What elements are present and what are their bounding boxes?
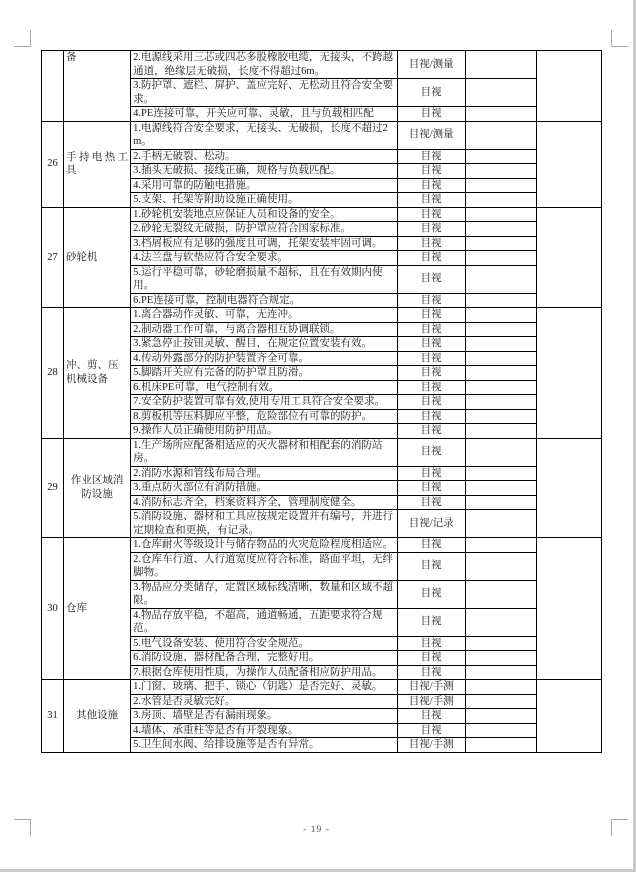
item-text-cell: 4.墙体、承重柱等是否有开裂现象。 [131, 723, 397, 738]
check-result-cell [465, 79, 536, 107]
item-text-cell: 8.剪板机等压料脚应平整，危险部位有可靠的防护。 [131, 409, 397, 424]
check-result-cell [465, 409, 536, 424]
check-result-cell [465, 723, 536, 738]
method-cell: 目视/测量 [397, 51, 465, 79]
row-number-cell: 26 [42, 121, 64, 207]
item-text-cell: 2.水管是否灵敏完好。 [131, 694, 397, 709]
method-cell: 目视 [397, 438, 465, 466]
method-cell: 目视 [397, 409, 465, 424]
method-cell: 目视 [397, 424, 465, 439]
method-cell: 目视 [397, 107, 465, 122]
item-text-cell: 3.防护罩、遮栏、屏护、盖应完好、无松动且符合安全要求。 [131, 79, 397, 107]
row-number-cell [42, 51, 64, 122]
method-cell: 目视 [397, 178, 465, 193]
check-result-cell [465, 121, 536, 149]
check-result-cell [465, 251, 536, 266]
check-result-cell [465, 438, 536, 466]
check-result-cell [465, 236, 536, 251]
item-text-cell: 2.消防水源和管线布局合理。 [131, 466, 397, 481]
item-text-cell: 4.采用可靠的防触电措施。 [131, 178, 397, 193]
check-result-cell [465, 694, 536, 709]
row-number-cell: 30 [42, 538, 64, 680]
item-text-cell: 5.电气设备安装、使用符合安全规范。 [131, 636, 397, 651]
item-text-cell: 4.PE连接可靠，开关应可靠、灵敏，且与负载相匹配 [131, 107, 397, 122]
method-cell: 目视 [397, 366, 465, 381]
inspection-checklist-table-wrap [41, 50, 602, 753]
page-number: - 19 - [303, 825, 330, 835]
check-result-cell [465, 580, 536, 608]
check-result-cell [465, 424, 536, 439]
method-cell: 目视 [397, 293, 465, 308]
remark-cell [536, 308, 601, 439]
method-cell: 目视 [397, 308, 465, 323]
item-text-cell: 5.脚踏开关应有完备的防护罩且防滑。 [131, 366, 397, 381]
check-result-cell [465, 107, 536, 122]
method-cell: 目视 [397, 709, 465, 724]
check-result-cell [465, 380, 536, 395]
item-text-cell: 6.消防设施、器材配备合理，完整好用。 [131, 651, 397, 666]
method-cell: 目视 [397, 380, 465, 395]
check-result-cell [465, 164, 536, 179]
method-cell: 目视 [397, 251, 465, 266]
item-text-cell: 2.电源线采用三芯或四芯多股橡胶电缆，无接头，不跨越通道，绝缘层无破损，长度不得超过6m。 [131, 51, 397, 79]
method-cell: 目视 [397, 207, 465, 222]
item-text-cell: 6.机床PE可靠，电气控制有效。 [131, 380, 397, 395]
inspection-checklist-table [41, 50, 602, 753]
method-cell: 目视 [397, 265, 465, 293]
item-text-cell: 1.砂轮机安装地点应保证人员和设备的安全。 [131, 207, 397, 222]
item-text-cell: 3.插头无破损、接线正确，规格与负载匹配。 [131, 164, 397, 179]
text-boundary-mark-top-right [611, 30, 628, 47]
method-cell: 目视 [397, 322, 465, 337]
check-result-cell [465, 680, 536, 695]
item-text-cell: 1.门窗、玻璃、把手、锁心（钥匙）是否完好、灵敏。 [131, 680, 397, 695]
item-text-cell: 1.仓库耐火等级设计与储存物品的火灾危险程度相适应。 [131, 538, 397, 553]
item-text-cell: 7.安全防护装置可靠有效,使用专用工具符合安全要求。 [131, 395, 397, 410]
item-text-cell: 2.仓库车行道、人行道宽度应符合标准，路面平坦，无绊脚物。 [131, 552, 397, 580]
method-cell: 目视 [397, 608, 465, 636]
table-row [42, 538, 602, 553]
table-row [42, 308, 602, 323]
check-result-cell [465, 51, 536, 79]
item-text-cell: 3.紧急停止按钮灵敏、醒目，在规定位置安装有效。 [131, 337, 397, 352]
check-result-cell [465, 351, 536, 366]
table-row [42, 438, 602, 466]
check-result-cell [465, 636, 536, 651]
method-cell: 目视 [397, 79, 465, 107]
method-cell: 目视/测量 [397, 121, 465, 149]
check-result-cell [465, 738, 536, 753]
method-cell: 目视 [397, 236, 465, 251]
remark-cell [536, 51, 601, 122]
item-text-cell: 4.物品存放平稳，不超高，通道畅通，五距要求符合规范。 [131, 608, 397, 636]
category-cell: 砂轮机 [64, 207, 131, 308]
method-cell: 目视 [397, 193, 465, 208]
check-result-cell [465, 366, 536, 381]
check-result-cell [465, 495, 536, 510]
item-text-cell: 7.根据仓库使用性质，为操作人员配备相应防护用品。 [131, 665, 397, 680]
check-result-cell [465, 222, 536, 237]
method-cell: 目视 [397, 222, 465, 237]
item-text-cell: 3.房顶、墙壁是否有漏雨现象。 [131, 709, 397, 724]
category-cell: 手持电热工具 [64, 121, 131, 207]
item-text-cell: 5.消防设施、器材和工具应按规定设置并有编号，并进行定期检查和更换，有记录。 [131, 510, 397, 538]
row-number-cell: 29 [42, 438, 64, 538]
check-result-cell [465, 193, 536, 208]
method-cell: 目视 [397, 164, 465, 179]
table-row [42, 51, 602, 79]
item-text-cell: 3.重点防火部位有消防措施。 [131, 481, 397, 496]
item-text-cell: 3.物品应分类储存，定置区域标线清晰，数量和区域不超限。 [131, 580, 397, 608]
check-result-cell [465, 308, 536, 323]
check-result-cell [465, 265, 536, 293]
category-cell: 作业区域消防设施 [64, 438, 131, 538]
remark-cell [536, 680, 601, 753]
check-result-cell [465, 665, 536, 680]
method-cell: 目视 [397, 538, 465, 553]
check-result-cell [465, 552, 536, 580]
text-boundary-mark-top-left [14, 30, 31, 47]
category-cell: 其他设施 [64, 680, 131, 753]
table-row [42, 680, 602, 695]
remark-cell [536, 438, 601, 538]
check-result-cell [465, 149, 536, 164]
item-text-cell: 2.手柄无破裂、松动。 [131, 149, 397, 164]
method-cell: 目视/手测 [397, 694, 465, 709]
check-result-cell [465, 608, 536, 636]
item-text-cell: 1.生产场所应配备相适应的灭火器材和相配套的消防站房。 [131, 438, 397, 466]
method-cell: 目视 [397, 337, 465, 352]
method-cell: 目视 [397, 149, 465, 164]
method-cell: 目视 [397, 481, 465, 496]
check-result-cell [465, 709, 536, 724]
table-row [42, 207, 602, 222]
check-result-cell [465, 322, 536, 337]
item-text-cell: 1.离合器动作灵敏、可靠，无连冲。 [131, 308, 397, 323]
check-result-cell [465, 651, 536, 666]
item-text-cell: 3.档屑板应有足够的强度且可调，托架安装牢固可调。 [131, 236, 397, 251]
item-text-cell: 6.PE连接可靠，控制电器符合规定。 [131, 293, 397, 308]
item-text-cell: 5.支架、托架等附助设施正确使用。 [131, 193, 397, 208]
item-text-cell: 4.消防标志齐全，档案资料齐全，管理制度健全。 [131, 495, 397, 510]
method-cell: 目视 [397, 495, 465, 510]
remark-cell [536, 538, 601, 680]
item-text-cell: 5.卫生间水阀、给排设施等是否有异常。 [131, 738, 397, 753]
category-cell: 冲、剪、压机械设备 [64, 308, 131, 439]
item-text-cell: 2.砂轮无裂纹无破损，防护罩应符合国家标准。 [131, 222, 397, 237]
item-text-cell: 4.法兰盘与软垫应符合安全要求。 [131, 251, 397, 266]
check-result-cell [465, 481, 536, 496]
item-text-cell: 4.传动外露部分的防护装置齐全可靠。 [131, 351, 397, 366]
item-text-cell: 1.电源线符合安全要求，无接头、无破损，长度不超过2m。 [131, 121, 397, 149]
check-result-cell [465, 510, 536, 538]
table-row [42, 121, 602, 149]
method-cell: 目视 [397, 351, 465, 366]
method-cell: 目视/记录 [397, 510, 465, 538]
check-result-cell [465, 538, 536, 553]
check-result-cell [465, 178, 536, 193]
method-cell: 目视 [397, 636, 465, 651]
method-cell: 目视 [397, 580, 465, 608]
category-cell: 备 [64, 51, 131, 122]
check-result-cell [465, 466, 536, 481]
row-number-cell: 31 [42, 680, 64, 753]
check-result-cell [465, 293, 536, 308]
item-text-cell: 5.运行平稳可靠，砂轮磨损量不超标，且在有效期内使用。 [131, 265, 397, 293]
method-cell: 目视 [397, 395, 465, 410]
method-cell: 目视/手测 [397, 680, 465, 695]
method-cell: 目视 [397, 552, 465, 580]
item-text-cell: 2.制动器工作可靠，与离合器相互协调联锁。 [131, 322, 397, 337]
method-cell: 目视 [397, 665, 465, 680]
remark-cell [536, 121, 601, 207]
method-cell: 目视/手测 [397, 738, 465, 753]
method-cell: 目视 [397, 723, 465, 738]
method-cell: 目视 [397, 466, 465, 481]
check-result-cell [465, 395, 536, 410]
check-result-cell [465, 207, 536, 222]
check-result-cell [465, 337, 536, 352]
category-cell: 仓库 [64, 538, 131, 680]
row-number-cell: 28 [42, 308, 64, 439]
row-number-cell: 27 [42, 207, 64, 308]
item-text-cell: 9.操作人员正确使用防护用品。 [131, 424, 397, 439]
remark-cell [536, 207, 601, 308]
method-cell: 目视 [397, 651, 465, 666]
